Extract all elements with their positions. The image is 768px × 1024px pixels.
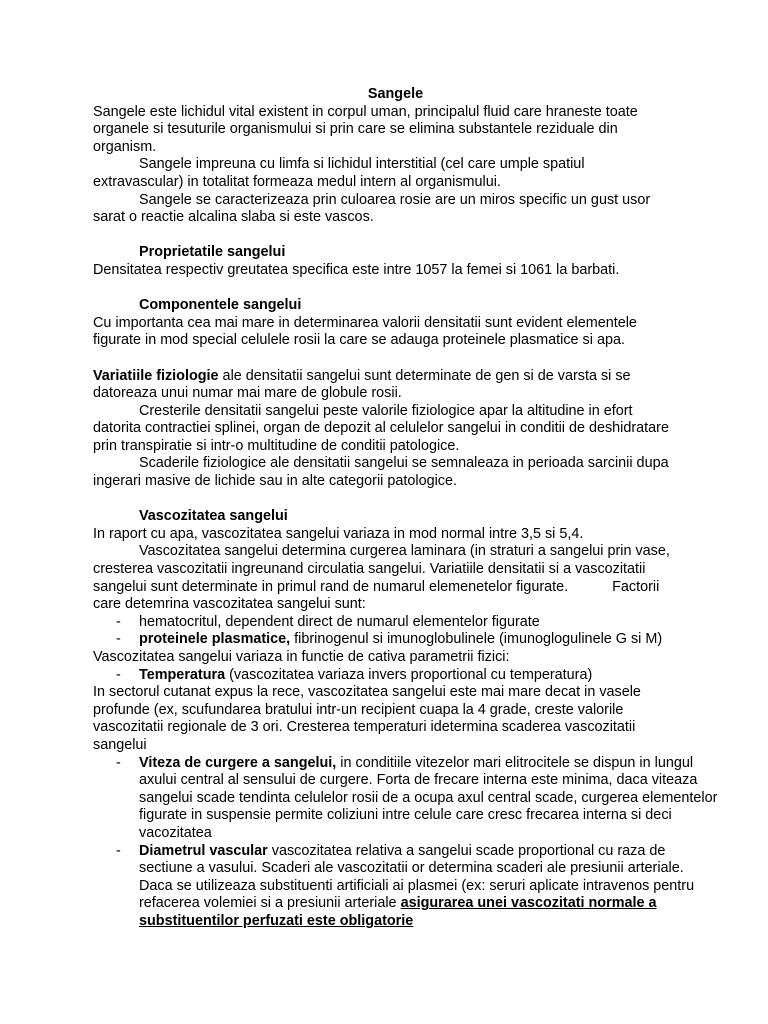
vascozitate-paragraph-2: Vascozitatea sangelui determina curgerea laminara (in straturi a sangelui prin vase, cresterea vascozitatii ingreunand circulatia sangelui. Variatiile densitatii si a vascozitatii sangelui sunt determinate in primul rand de numarul elemenetelor figurate. Factorii care detemrina vascozitatea sangelui sunt: — [93, 543, 674, 613]
list-item — [93, 755, 719, 843]
list-dash: - — [116, 754, 121, 771]
list-item-bold: proteinele plasmatice, — [139, 631, 291, 648]
list-dash: - — [116, 666, 121, 683]
list-item-text: in conditiile vitezelor mari elitrocitele se dispun in lungul axului central al sensului de curgere. Forta de frecare interna este minima, daca viteaza sangelui scade tendinta celulelor rosii de a ocupa axul central scade, curgerea elementelor figurate in suspensie permite coliziuni intre celule care cresc frecarea interna si deci vacozitatea — [139, 754, 718, 841]
underlined-emphasis: asigurarea unei vascozitati normale a substituentilor perfuzati este obligatorie — [139, 895, 657, 929]
list-dash: - — [116, 631, 121, 648]
intro-paragraph-2: Sangele impreuna cu limfa si lichidul interstitial (cel care umple spatiul extravascular) in totalitat formeaza medul intern al organismului. — [93, 156, 585, 190]
vascozitate-paragraph-4: In sectorul cutanat expus la rece, vascozitatea sangelui este mai mare decat in vasele profunde (ex, scufundarea bratului intr-un recipient cuapa la 4 grade, creste valorile vascozitatii regionale de 3 ori. Cresterea temperaturi idetermina scaderea vascozitatii sangelui — [93, 684, 641, 753]
proprietati-text: Densitatea respectiv greutatea specifica este intre 1057 la femei si 1061 la barbati. — [93, 261, 620, 278]
componente-text: Cu importanta cea mai mare in determinarea valorii densitatii sunt evident elementele figurate in mod special celulele rosii la care se adauga proteinele plasmatice si apa. — [93, 314, 637, 349]
intro-paragraph-3: Sangele se caracterizeaza prin culoarea rosie are un miros specific un gust usor sarat o reactie alcalina slaba si este vascos. — [93, 191, 651, 226]
list-item-bold: Diametrul vascular — [139, 842, 268, 859]
variatii-bold-lead: Variatiile fiziologie — [93, 367, 219, 384]
list-item-bold: Temperatura — [139, 666, 226, 683]
variatii-paragraph-2: Cresterile densitatii sangelui peste valorile fiziologice apar la altitudine in efort datorita contractiei splinei, organ de depozit al celulelor sangelui in conditii de deshidratare prin transpiratie si intr-o multitudine de conditii patologice. — [93, 402, 669, 454]
list-item — [93, 843, 719, 931]
vascozitate-paragraph-3: Vascozitatea sangelui variaza in functie de cativa parametrii fizici: — [93, 649, 510, 665]
list-item — [93, 614, 719, 632]
list-item-text: fibrinogenul si imunoglobulinele (imunoglogulinele G si M) — [290, 631, 663, 648]
page-title: Sangele — [367, 86, 424, 102]
variatii-paragraph-1 — [93, 368, 673, 403]
list-item — [93, 667, 719, 685]
list-item-bold: Viteza de curgere a sangelui, — [139, 754, 337, 771]
vascozitate-paragraph-1: In raport cu apa, vascozitatea sangelui variaza in mod normal intre 3,5 si 5,4. — [93, 525, 584, 542]
list-item-text: hematocritul, dependent direct de numarul elementelor figurate — [139, 613, 540, 630]
spacer — [93, 350, 698, 368]
list-item-text: vascozitatea relativa a sangelui scade proportional cu raza de sectiune a vasului. Scaderi ale vascozitatii or determina scaderi ale presiunii arteriale. Daca se utilizeaza substituenti artificiali ai plasmei (ex: seruri aplicate intravenos pentru refacerea volemiei si a presiunii arteriale — [139, 842, 695, 912]
list-dash: - — [116, 613, 121, 630]
section-heading-vascozitate: Vascozitatea sangelui — [139, 508, 288, 525]
section-heading-proprietati: Proprietatile sangelui — [139, 244, 286, 261]
section-heading-componente: Componentele sangelui — [139, 297, 302, 314]
spacer — [93, 227, 698, 245]
list-item-text: (vascozitatea variaza invers proportional cu temperatura) — [225, 666, 593, 683]
variatii-paragraph-3: Scaderile fiziologice ale densitatii sangelui se semnaleaza in perioada sarcinii dupa ingerari masive de lichide sau in alte categorii patologice. — [93, 455, 669, 490]
spacer — [93, 491, 698, 509]
list-item — [93, 631, 719, 649]
intro-paragraph-1: Sangele este lichidul vital existent in corpul uman, principalul fluid care hraneste toate organele si tesuturile organismului si prin care se elimina substantele reziduale din organism. — [93, 103, 638, 155]
variatii-lead-text: ale densitatii sangelui sunt determinate de gen si de varsta si se datoreaza unui numar mai mare de globule rosii. — [93, 367, 631, 402]
spacer — [93, 280, 698, 298]
list-dash: - — [116, 842, 121, 859]
